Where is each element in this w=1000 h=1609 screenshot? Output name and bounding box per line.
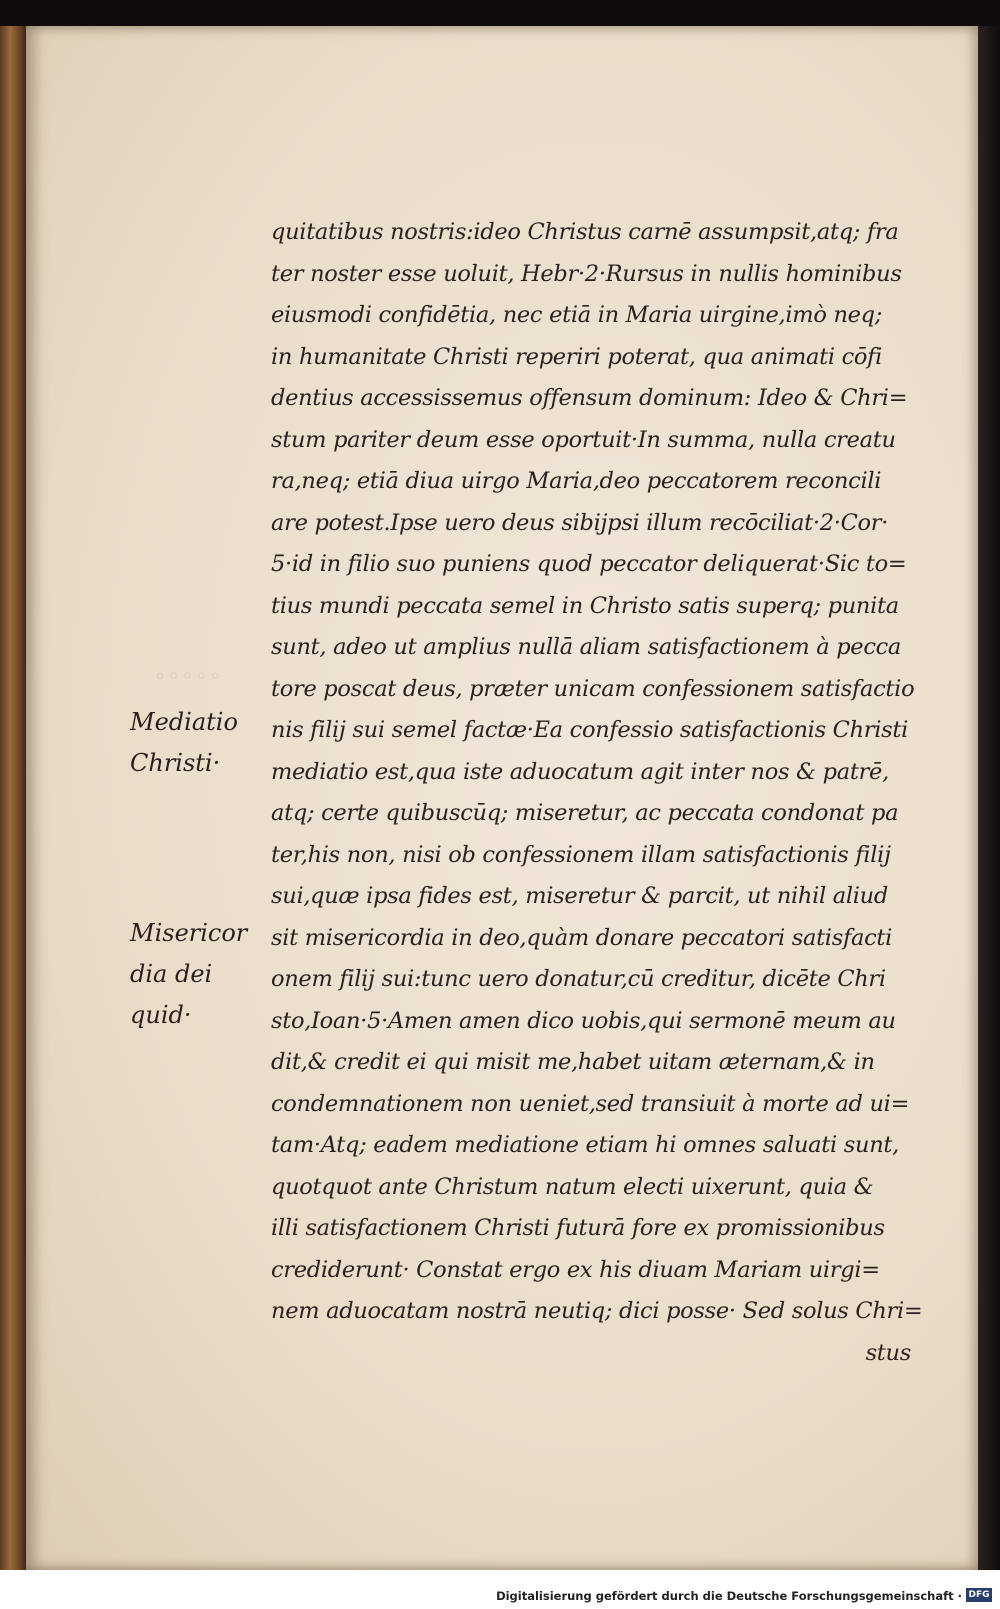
margin-note-line: Christi· — [130, 749, 221, 777]
dfg-logo-icon: DFG — [966, 1588, 992, 1602]
text-line: dit,& credit ei qui misit me,habet uitam æternam,& in — [271, 1049, 875, 1075]
text-line: sit misericordia in deo,quàm donare peccatori satisfacti — [271, 924, 893, 951]
margin-note-line: quid· — [130, 1001, 192, 1029]
text-line: ra,neq; etiā diua uirgo Maria,deo peccatorem reconcili — [271, 468, 882, 494]
text-line: quotquot ante Christum natum electi uixerunt, quia & — [271, 1173, 874, 1200]
margin-note-misericordia — [130, 913, 270, 1036]
book-binding-edge — [0, 26, 26, 1570]
book-page — [26, 26, 978, 1570]
text-line: tam·Atq; eadem mediatione etiam hi omnes saluati sunt, — [271, 1132, 899, 1158]
text-line: dentius accessissemus offensum dominum: Ideo & Chri= — [271, 385, 908, 411]
digitization-footer — [0, 1570, 1000, 1609]
scan-right-border — [978, 26, 1000, 1570]
text-line: sto,Ioan·5·Amen amen dico uobis,qui sermonē meum au — [271, 1007, 896, 1034]
text-line: 5·id in filio suo puniens quod peccator deliquerat·Sic to= — [271, 551, 907, 577]
text-line: eiusmodi confidētia, nec etiā in Maria uirgine,imò neq; — [271, 302, 883, 328]
margin-note-line: dia dei — [130, 960, 213, 988]
text-line: condemnationem non ueniet,sed transiuit à morte ad ui= — [271, 1090, 910, 1117]
text-line: tore poscat deus, præter unicam confessionem satisfactio — [271, 675, 915, 702]
text-line: sui,quæ ipsa fides est, miseretur & parcit, ut nihil aliud — [271, 883, 888, 909]
text-line: nis filij sui semel factæ·Ea confessio satisfactionis Christi — [271, 717, 909, 743]
text-line: sunt, adeo ut amplius nullā aliam satisfactionem à pecca — [271, 634, 902, 660]
scan-top-border — [0, 0, 1000, 26]
text-line: atq; certe quibuscūq; miseretur, ac peccata condonat pa — [271, 800, 899, 826]
funding-credit: Digitalisierung gefördert durch die Deutsche Forschungsgemeinschaft · — [496, 1589, 962, 1603]
text-line: in humanitate Christi reperiri poterat, qua animati cōfi — [271, 343, 883, 370]
text-line: ter noster esse uoluit, Hebr·2·Rursus in nullis hominibus — [271, 260, 902, 287]
body-text — [271, 212, 961, 1374]
bleed-through-mark: ◦◦◦◦◦ — [154, 664, 223, 688]
text-line: are potest.Ipse uero deus sibijpsi illum recōciliat·2·Cor· — [271, 509, 889, 536]
text-line: illi satisfactionem Christi futurā fore ex promissionibus — [271, 1215, 885, 1241]
margin-note-line: Mediatio — [130, 708, 238, 736]
text-line: crediderunt· Constat ergo ex his diuam Mariam uirgi= — [271, 1256, 880, 1283]
margin-note-mediatio — [130, 702, 270, 784]
text-line: mediatio est,qua iste aduocatum agit inter nos & patrē, — [271, 758, 889, 785]
text-line: onem filij sui:tunc uero donatur,cū creditur, dicēte Chri — [271, 966, 886, 992]
text-line: quitatibus nostris:ideo Christus carnē assumpsit,atq; fra — [271, 219, 899, 245]
text-line: ter,his non, nisi ob confessionem illam satisfactionis filij — [271, 841, 891, 868]
catchword: stus — [865, 1339, 911, 1366]
text-line: tius mundi peccata semel in Christo satis superq; punita — [271, 592, 899, 619]
margin-note-line: Misericor — [130, 919, 248, 947]
text-line: nem aduocatam nostrā neutiq; dici posse· Sed solus Chri= — [271, 1298, 923, 1324]
text-line: stum pariter deum esse oportuit·In summa, nulla creatu — [271, 426, 896, 453]
